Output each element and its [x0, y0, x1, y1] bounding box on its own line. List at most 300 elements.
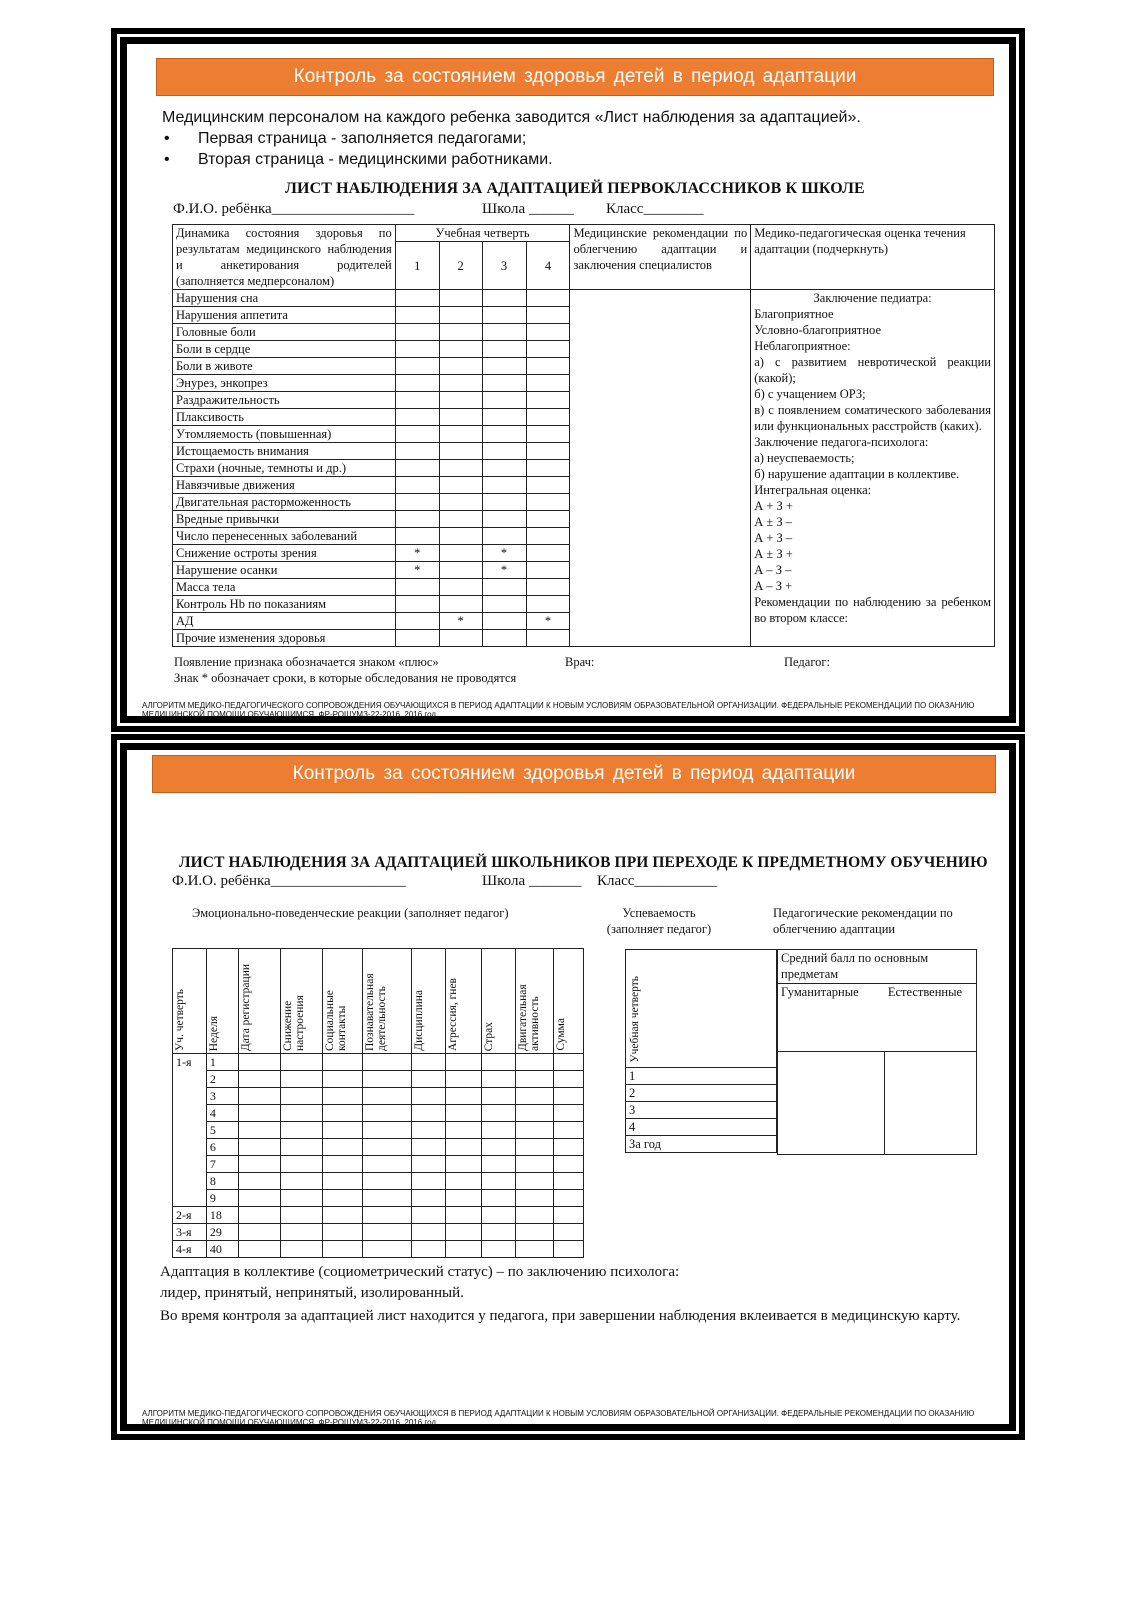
score-cell [554, 1122, 584, 1139]
row-label: Боли в животе [173, 358, 396, 375]
row-label: Раздражительность [173, 392, 396, 409]
score-cell [412, 1054, 446, 1071]
score-cell [280, 1241, 322, 1258]
score-cell [554, 1173, 584, 1190]
score-cell [482, 1207, 516, 1224]
quarter-cell [395, 392, 439, 409]
quarter-cell [526, 562, 570, 579]
table-row [626, 1136, 777, 1153]
score-cell [482, 1190, 516, 1207]
week-cell: 2 [206, 1071, 238, 1088]
quarter-cell [482, 460, 526, 477]
recs-cell [570, 290, 751, 647]
behavior-table [172, 948, 584, 1258]
table-row [173, 1173, 584, 1190]
quarter-cell [173, 1088, 207, 1105]
quarter-cell [395, 375, 439, 392]
assessment-line: а) неуспеваемость; [754, 451, 855, 465]
row-label: Масса тела [173, 579, 396, 596]
score-cell [362, 1207, 412, 1224]
quarter-cell: * [526, 613, 570, 630]
quarter-cell: 2-я [173, 1207, 207, 1224]
score-cell [280, 1207, 322, 1224]
quarter-cell [482, 307, 526, 324]
head-recs: Медицинские рекомендации по облегчению адаптации и заключения специалистов [570, 225, 751, 290]
score-cell [280, 1088, 322, 1105]
row-label: Страхи (ночные, темноты и др.) [173, 460, 396, 477]
week-cell: 1 [206, 1054, 238, 1071]
quarter-cell [173, 1105, 207, 1122]
score-cell [362, 1139, 412, 1156]
quarter-cell [439, 341, 482, 358]
score-cell [516, 1088, 554, 1105]
slide-1-page [127, 44, 1009, 719]
col-header: Дисциплина [413, 990, 426, 1051]
score-cell [446, 1156, 482, 1173]
week-cell: 7 [206, 1156, 238, 1173]
score-cell [362, 1088, 412, 1105]
quarter-cell [439, 290, 482, 307]
quarter-cell [395, 341, 439, 358]
score-cell [516, 1105, 554, 1122]
quarter-cell [439, 511, 482, 528]
week-cell: 29 [206, 1224, 238, 1241]
score-cell [412, 1173, 446, 1190]
quarter-cell [526, 494, 570, 511]
quarter-cell [395, 307, 439, 324]
score-cell [446, 1190, 482, 1207]
doctor-label: Врач: [565, 655, 595, 669]
score-cell [446, 1071, 482, 1088]
quarter-cell [439, 375, 482, 392]
score-cell [322, 1122, 362, 1139]
quarter-cell [173, 1071, 207, 1088]
quarter-cell [439, 579, 482, 596]
quarter-cell: 1-я [173, 1054, 207, 1071]
quarter-cell [482, 630, 526, 647]
table-row [173, 1054, 584, 1071]
row-label: Снижение остроты зрения [173, 545, 396, 562]
col-header: Дата регистрации [239, 963, 252, 1051]
score-cell [516, 1207, 554, 1224]
row-label: Плаксивость [173, 409, 396, 426]
score-cell [322, 1207, 362, 1224]
score-cell [238, 1105, 280, 1122]
score-cell [238, 1224, 280, 1241]
head-dynamics: Динамика состояния здоровья по результатам медицинского наблюдения и анкетирования родителей (заполняется медперсоналом) [173, 225, 396, 290]
col-header: Агрессия, гнев [447, 978, 460, 1051]
quarter-cell: * [395, 545, 439, 562]
adapt-text-3: Во время контроля за адаптацией лист находится у педагога, при завершении наблюдения вклеивается в медицинскую карту. [160, 1308, 961, 1324]
head-quarter: Учебная четверть [395, 225, 570, 242]
assessment-line: Интегральная оценка: [754, 483, 872, 497]
score-cell [238, 1139, 280, 1156]
score-cell [554, 1139, 584, 1156]
quarter-cell [439, 307, 482, 324]
score-cell [516, 1190, 554, 1207]
row-label: Истощаемость внимания [173, 443, 396, 460]
score-cell [412, 1139, 446, 1156]
slide-1 [111, 28, 1025, 732]
score-cell [554, 1054, 584, 1071]
quarter-cell [482, 613, 526, 630]
quarter-cell [482, 596, 526, 613]
quarter-cell [526, 460, 570, 477]
quarter-cell [395, 613, 439, 630]
score-cell [482, 1173, 516, 1190]
score-cell [238, 1207, 280, 1224]
quarter-cell [439, 528, 482, 545]
col-header: Уч. четверть [174, 989, 186, 1051]
score-cell [322, 1105, 362, 1122]
table-row [626, 1085, 777, 1102]
assessment-line: Благоприятное [754, 307, 834, 321]
score-cell [516, 1224, 554, 1241]
score-cell [238, 1190, 280, 1207]
quarter-cell [526, 324, 570, 341]
quarter-cell [526, 630, 570, 647]
fio-field: Ф.И.О. ребёнка__________________ [172, 873, 406, 889]
row-label: Контроль Hb по показаниям [173, 596, 396, 613]
row-label: Утомляемость (повышенная) [173, 426, 396, 443]
quarter-cell [482, 426, 526, 443]
assessment-line: Заключение педагога-психолога: [754, 435, 929, 449]
score-cell [238, 1122, 280, 1139]
assessment-line: А – З – [754, 563, 792, 577]
quarter-cell [482, 375, 526, 392]
score-cell [322, 1054, 362, 1071]
assessment-line: Рекомендации по наблюдению за ребенком во втором классе: [754, 595, 991, 625]
assessment-line: б) с учащением ОРЗ; [754, 387, 866, 401]
score-cell [516, 1071, 554, 1088]
avg-label: Средний балл по основным предметам [778, 950, 977, 984]
quarter-cell [439, 358, 482, 375]
assessment-line: А + З – [754, 531, 793, 545]
score-cell [482, 1122, 516, 1139]
school-field: Школа _______ [482, 873, 582, 889]
quarter-cell [526, 375, 570, 392]
score-cell [412, 1122, 446, 1139]
table-row [173, 1241, 584, 1258]
quarter-cell [482, 392, 526, 409]
row-label: Навязчивые движения [173, 477, 396, 494]
hum-label: Гуманитарные [778, 984, 885, 1052]
score-cell [482, 1054, 516, 1071]
assessment-line: А – З + [754, 579, 793, 593]
quarter-cell [395, 511, 439, 528]
quarter-cell [395, 596, 439, 613]
score-cell [322, 1071, 362, 1088]
quarter-cell: * [482, 562, 526, 579]
quarter-header: 1 [395, 242, 439, 290]
quarter-cell [395, 477, 439, 494]
assessment-line: Заключение педиатра: [813, 291, 932, 305]
quarter-cell [526, 341, 570, 358]
quarter-cell [482, 494, 526, 511]
table-row [626, 1102, 777, 1119]
score-cell [516, 1122, 554, 1139]
head-assess: Медико-педагогическая оценка течения адаптации (подчеркнуть) [751, 225, 995, 290]
table-row [173, 1105, 584, 1122]
quarter-cell [395, 426, 439, 443]
quarter-cell [482, 579, 526, 596]
score-cell [482, 1071, 516, 1088]
note-plus: Появление признака обозначается знаком «плюс» [174, 655, 439, 669]
score-cell [238, 1088, 280, 1105]
score-cell [322, 1173, 362, 1190]
quarter-cell [439, 392, 482, 409]
score-cell [516, 1156, 554, 1173]
table-row [173, 1207, 584, 1224]
perf-row-label: 3 [626, 1102, 777, 1119]
quarter-cell [395, 443, 439, 460]
score-cell [482, 1088, 516, 1105]
quarter-cell [482, 511, 526, 528]
score-cell [482, 1105, 516, 1122]
table-row [173, 1156, 584, 1173]
performance-table [625, 949, 777, 1153]
recommendations-table [777, 949, 977, 1155]
row-label: Боли в сердце [173, 341, 396, 358]
quarter-cell [482, 324, 526, 341]
quarter-cell [482, 528, 526, 545]
quarter-cell [526, 426, 570, 443]
teacher-label: Педагог: [784, 655, 830, 669]
assessment-line: б) нарушение адаптации в коллективе. [754, 467, 960, 481]
score-cell [412, 1071, 446, 1088]
footer-citation: АЛГОРИТМ МЕДИКО-ПЕДАГОГИЧЕСКОГО СОПРОВОЖДЕНИЯ ОБУЧАЮЩИХСЯ В ПЕРИОД АДАПТАЦИИ К НОВЫМ УСЛОВИЯМ ОБРАЗОВАТЕЛЬНОЙ ОРГАНИЗАЦИИ. ФЕДЕРАЛЬНЫЕ РЕКОМЕНДАЦИИ ПО ОКАЗАНИЮ МЕДИЦИНСКОЙ ПОМОЩИ ОБУЧАЮЩИМСЯ. ФР-РОШУМЗ-22-2016. 2016 год [142, 701, 975, 719]
quarter-cell: * [482, 545, 526, 562]
score-cell [362, 1224, 412, 1241]
quarter-cell [395, 579, 439, 596]
score-cell [482, 1139, 516, 1156]
score-cell [280, 1105, 322, 1122]
score-cell [238, 1173, 280, 1190]
quarter-cell [526, 358, 570, 375]
score-cell [238, 1054, 280, 1071]
quarter-cell [395, 460, 439, 477]
adapt-text-2: лидер, принятый, непринятый, изолированный. [160, 1285, 464, 1301]
quarter-cell [439, 443, 482, 460]
quarter-cell [395, 630, 439, 647]
nat-label: Естественные [885, 984, 977, 1052]
assessment-line: Неблагоприятное: [754, 339, 851, 353]
col-header: Неделя [207, 1015, 220, 1051]
quarter-cell [439, 630, 482, 647]
quarter-cell [526, 409, 570, 426]
quarter-cell [526, 511, 570, 528]
table-row [626, 1068, 777, 1085]
score-cell [516, 1173, 554, 1190]
score-cell [554, 1105, 584, 1122]
slide-2 [111, 734, 1025, 1440]
score-cell [280, 1071, 322, 1088]
week-cell: 4 [206, 1105, 238, 1122]
bullet-item: • Вторая страница - медицинскими работниками. [162, 149, 982, 170]
quarter-cell: * [395, 562, 439, 579]
score-cell [516, 1241, 554, 1258]
note-star: Знак * обозначает сроки, в которые обследования не проводятся [174, 671, 517, 685]
score-cell [362, 1173, 412, 1190]
perf-row-label: 2 [626, 1085, 777, 1102]
quarter-cell [526, 596, 570, 613]
score-cell [280, 1156, 322, 1173]
table-row [173, 1071, 584, 1088]
quarter-cell: 4-я [173, 1241, 207, 1258]
perf-heading: Успеваемость (заполняет педагог) [606, 906, 712, 936]
adapt-text-1: Адаптация в коллективе (социометрический статус) – по заключению психолога: [160, 1264, 680, 1280]
quarter-cell [482, 290, 526, 307]
slide-2-page [127, 750, 1009, 1427]
score-cell [280, 1224, 322, 1241]
quarter-cell [526, 290, 570, 307]
score-cell [446, 1088, 482, 1105]
quarter-cell [173, 1190, 207, 1207]
score-cell [280, 1054, 322, 1071]
quarter-cell [395, 528, 439, 545]
score-cell [554, 1156, 584, 1173]
score-cell [238, 1241, 280, 1258]
assessment-line: А ± З + [754, 547, 793, 561]
assessment-line: Условно-благоприятное [754, 323, 881, 337]
week-cell: 5 [206, 1122, 238, 1139]
quarter-cell [526, 477, 570, 494]
score-cell [554, 1071, 584, 1088]
score-cell [362, 1241, 412, 1258]
score-cell [554, 1241, 584, 1258]
quarter-cell [439, 324, 482, 341]
intro-line: Медицинским персоналом на каждого ребенка заводится «Лист наблюдения за адаптацией». [162, 109, 861, 126]
row-label: АД [173, 613, 396, 630]
quarter-cell [395, 358, 439, 375]
class-field: Класс________ [606, 201, 704, 217]
row-label: Прочие изменения здоровья [173, 630, 396, 647]
score-cell [412, 1224, 446, 1241]
quarter-cell [395, 409, 439, 426]
score-cell [482, 1241, 516, 1258]
assessment-line: А ± З – [754, 515, 792, 529]
score-cell [554, 1088, 584, 1105]
score-cell [446, 1122, 482, 1139]
score-cell [362, 1105, 412, 1122]
banner-title: Контроль за состоянием здоровья детей в период адаптации [152, 755, 996, 793]
quarter-header: 2 [439, 242, 482, 290]
health-table [172, 224, 995, 647]
assessment-cell [751, 290, 995, 647]
row-label: Нарушение осанки [173, 562, 396, 579]
bullet-item: • Первая страница - заполняется педагогами; [162, 128, 982, 149]
intro-text [162, 107, 982, 170]
table-row [173, 1139, 584, 1156]
quarter-cell [439, 545, 482, 562]
score-cell [516, 1054, 554, 1071]
score-cell [554, 1190, 584, 1207]
score-cell [554, 1207, 584, 1224]
table-row [626, 1119, 777, 1136]
quarter-cell [482, 477, 526, 494]
score-cell [280, 1173, 322, 1190]
quarter-header: 4 [526, 242, 570, 290]
quarter-cell [173, 1173, 207, 1190]
score-cell [362, 1122, 412, 1139]
score-cell [412, 1088, 446, 1105]
score-cell [238, 1156, 280, 1173]
score-cell [362, 1156, 412, 1173]
col-header: Страх [483, 1021, 496, 1051]
quarter-cell [526, 443, 570, 460]
score-cell [482, 1224, 516, 1241]
quarter-cell [173, 1139, 207, 1156]
table-row [173, 290, 995, 307]
form-title: ЛИСТ НАБЛЮДЕНИЯ ЗА АДАПТАЦИЕЙ ПЕРВОКЛАССНИКОВ К ШКОЛЕ [285, 180, 865, 197]
quarter-cell [395, 290, 439, 307]
row-label: Нарушения аппетита [173, 307, 396, 324]
quarter-cell [526, 307, 570, 324]
fio-field: Ф.И.О. ребёнка___________________ [173, 201, 415, 217]
quarter-cell [526, 579, 570, 596]
score-cell [446, 1173, 482, 1190]
score-cell [322, 1241, 362, 1258]
week-cell: 40 [206, 1241, 238, 1258]
assessment-line: в) с появлением соматического заболевания или функциональных расстройств (каких). [754, 403, 991, 433]
col-header: Снижение настроения [281, 995, 306, 1051]
quarter-cell [439, 494, 482, 511]
row-label: Вредные привычки [173, 511, 396, 528]
quarter-cell [526, 392, 570, 409]
score-cell [446, 1241, 482, 1258]
score-cell [412, 1156, 446, 1173]
score-cell [412, 1241, 446, 1258]
score-cell [322, 1190, 362, 1207]
quarter-cell [395, 324, 439, 341]
score-cell [362, 1190, 412, 1207]
perf-row-label: 1 [626, 1068, 777, 1085]
score-cell [280, 1139, 322, 1156]
week-cell: 6 [206, 1139, 238, 1156]
quarter-cell [439, 460, 482, 477]
row-label: Энурез, энкопрез [173, 375, 396, 392]
quarter-cell [439, 562, 482, 579]
score-cell [446, 1054, 482, 1071]
col-header: Познавательная деятельность [363, 973, 388, 1051]
score-cell [280, 1122, 322, 1139]
score-cell [446, 1224, 482, 1241]
score-cell [322, 1088, 362, 1105]
quarter-cell [173, 1122, 207, 1139]
assessment-line: а) с развитием невротической реакции (какой); [754, 355, 991, 385]
quarter-cell [526, 545, 570, 562]
score-cell [322, 1156, 362, 1173]
score-cell [446, 1105, 482, 1122]
quarter-cell: * [439, 613, 482, 630]
score-cell [446, 1207, 482, 1224]
col-header: Социальные контакты [323, 990, 348, 1051]
score-cell [362, 1054, 412, 1071]
school-field: Школа ______ [482, 201, 574, 217]
table-row [173, 1224, 584, 1241]
score-cell [412, 1190, 446, 1207]
score-cell [322, 1139, 362, 1156]
col-header: Сумма [555, 1018, 568, 1051]
quarter-cell [439, 477, 482, 494]
recs-heading: Педагогические рекомендации по облегчению адаптации [773, 906, 953, 936]
score-cell [482, 1156, 516, 1173]
footer-citation: АЛГОРИТМ МЕДИКО-ПЕДАГОГИЧЕСКОГО СОПРОВОЖДЕНИЯ ОБУЧАЮЩИХСЯ В ПЕРИОД АДАПТАЦИИ К НОВЫМ УСЛОВИЯМ ОБРАЗОВАТЕЛЬНОЙ ОРГАНИЗАЦИИ. ФЕДЕРАЛЬНЫЕ РЕКОМЕНДАЦИИ ПО ОКАЗАНИЮ МЕДИЦИНСКОЙ ПОМОЩИ ОБУЧАЮЩИМСЯ. ФР-РОШУМЗ-22-2016. 2016 год [142, 1409, 975, 1427]
quarter-cell [439, 596, 482, 613]
quarter-cell [482, 358, 526, 375]
table-row [173, 1190, 584, 1207]
quarter-cell [482, 341, 526, 358]
